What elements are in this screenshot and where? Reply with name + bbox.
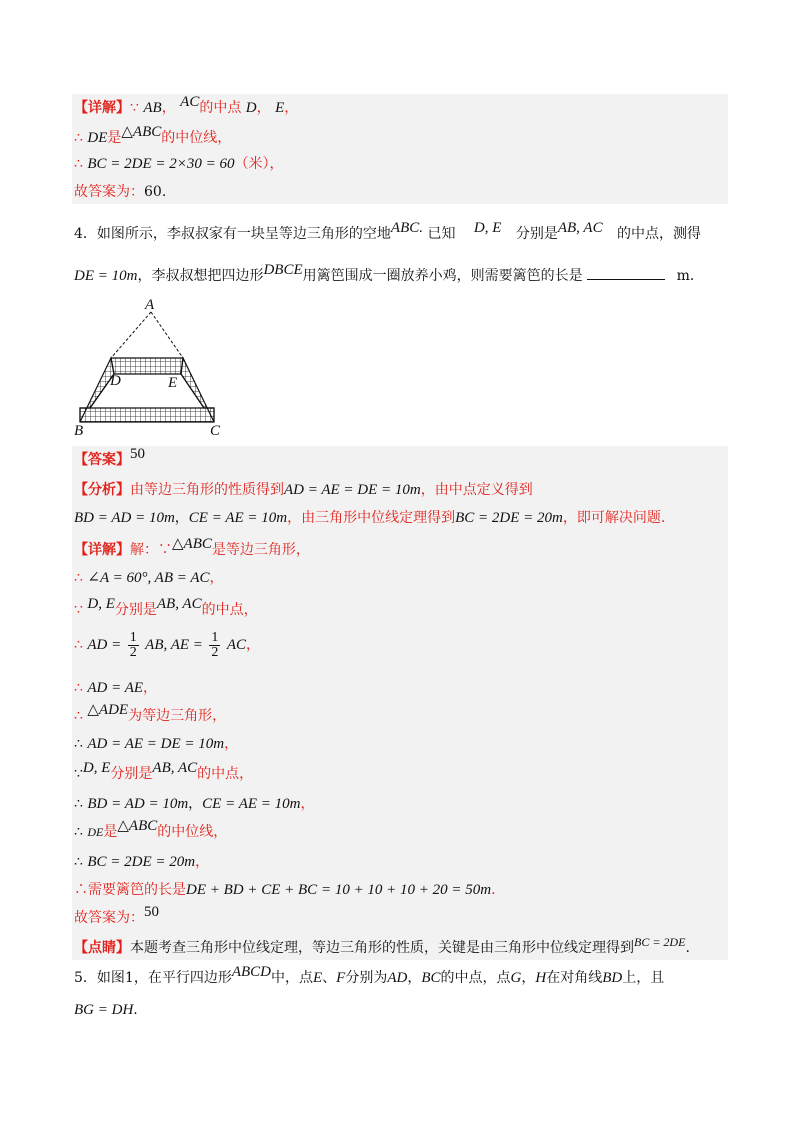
question-5-line-1: 5．如图1，在平行四边形ABCD中，点E、F分别为AD，BC的中点，点G，H在对角线BD上，且 [74, 964, 665, 986]
detail-line-9: ∴ BD = AD = 10m，CE = AE = 10m， [74, 796, 315, 812]
detail-line-3: ∵ D, E分别是AB, AC的中点， [74, 596, 258, 618]
question-5-line-2: BG = DH. [74, 1002, 138, 1018]
label-D: D [110, 373, 121, 389]
trapezoid-fence-figure [70, 296, 230, 438]
question-4-line-2: DE = 10m，李叔叔想把四边形DBCE用篱笆围成一圈放养小鸡，则需要篱笆的长是 m． [74, 262, 704, 284]
detail-line-5: ∴ AD = AE， [74, 680, 158, 696]
detail-line-7: ∴ AD = AE = DE = 10m， [74, 736, 239, 752]
final-answer-line: 故答案为：50 [74, 904, 159, 926]
fence-bottom [80, 408, 214, 422]
answer-line: 【答案】50 [74, 446, 145, 468]
label-A: A [145, 297, 155, 313]
answer-blank [587, 267, 665, 280]
detail-line-1: 【详解】解：∵△ABC是等边三角形， [74, 536, 310, 558]
label-E: E [168, 375, 178, 391]
detail-line-12: ∴需要篱笆的长是DE + BD + CE + BC = 10 + 10 + 10 + 20 = 50m. [74, 882, 496, 898]
solution-3-line-2: ∴ DE是△ABC的中位线， [74, 124, 232, 146]
solution-3-line-3: ∴ BC = 2DE = 2×30 = 60（米）， [74, 156, 284, 172]
dashed-line-AE [151, 312, 183, 358]
analysis-line-2: BD = AD = 10m，CE = AE = 10m，由三角形中位线定理得到BC = 2DE = 20m，即可解决问题. [74, 510, 666, 526]
question-4-line-1: 4．如图所示，李叔叔家有一块呈等边三角形的空地ABC. 已知 D, E 分别是AB, AC 的中点，测得 [74, 220, 702, 242]
label-C: C [210, 423, 221, 438]
analysis-line-1: 【分析】由等边三角形的性质得到AD = AE = DE = 10m，由中点定义得到 [74, 482, 533, 498]
solution-3-line-1: 【详解】∵ AB， AC的中点 D， E， [74, 94, 299, 116]
fraction-one-half: $\frac{1}{2}$ [211, 629, 219, 660]
label-B: B [74, 423, 84, 438]
solution-3-answer: 故答案为：60. [74, 184, 167, 200]
detail-line-4: ∴ AD = $\frac{1}{2}$ AB, AE = $\frac{1}{2}$ AC， [74, 629, 260, 660]
detail-line-2: ∴ ∠A = 60°, AB = AC， [74, 570, 224, 586]
detail-line-10: ∴ DE是△ABC的中位线， [74, 818, 228, 840]
fraction-one-half: $\frac{1}{2}$ [129, 629, 137, 660]
detail-line-11: ∴ BC = 2DE = 20m， [74, 854, 210, 870]
tip-line: 【点睛】本题考查三角形中位线定理，等边三角形的性质，关键是由三角形中位线定理得到BC = 2DE. [74, 935, 690, 956]
detail-line-6: ∴ △ADE为等边三角形， [74, 702, 227, 724]
dashed-line-AD [111, 312, 151, 358]
fence-top [111, 358, 183, 374]
detail-line-8: ∵D, E分别是AB, AC的中点， [74, 760, 254, 782]
